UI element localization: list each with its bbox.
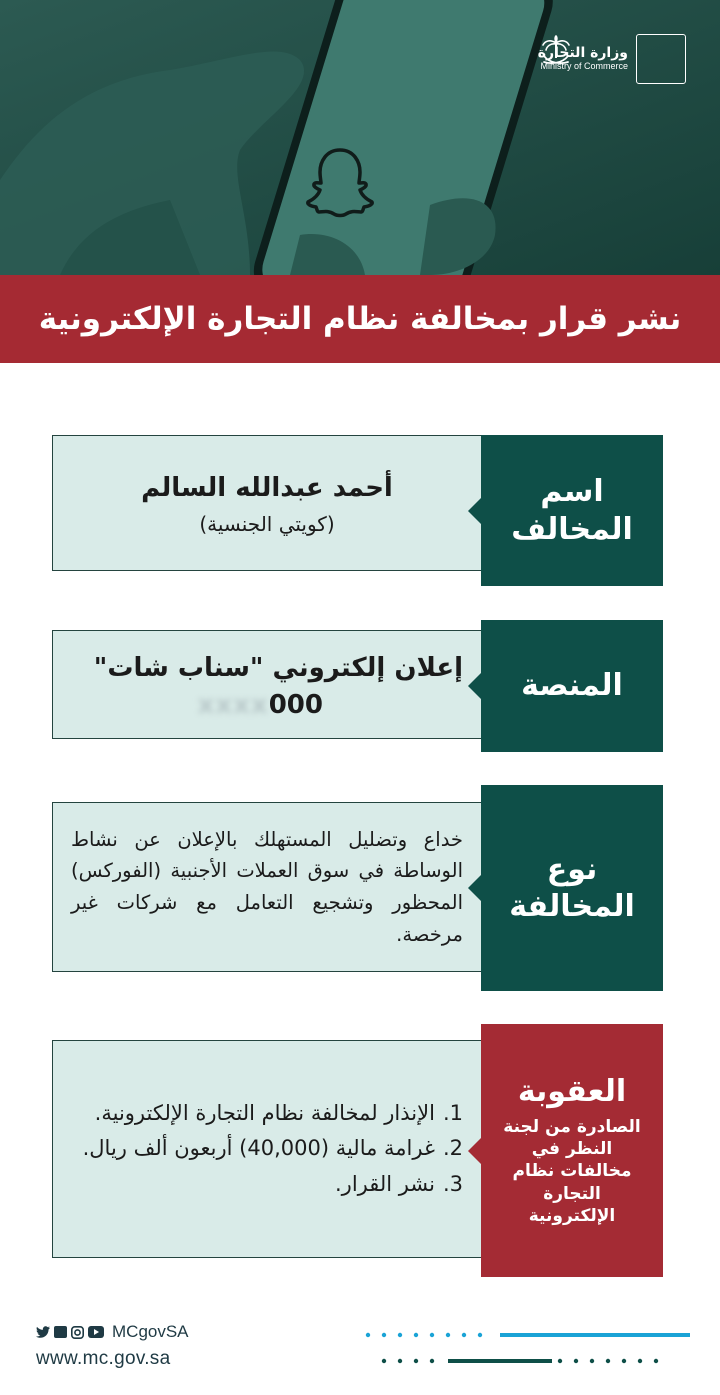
youtube-icon[interactable]: [88, 1326, 104, 1338]
violator-nationality: (كويتي الجنسية): [199, 512, 335, 537]
violation-text: خداع وتضليل المستهلك بالإعلان عن نشاط الوساطة في سوق العملات الأجنبية (الفوركس) المحظور وتشجيع التعامل مع شركات غير مرخصة.: [71, 827, 463, 946]
violator-label-box: [481, 435, 663, 586]
penalty-list: [71, 1096, 463, 1202]
facebook-icon[interactable]: [54, 1326, 67, 1338]
penalty-subtitle: الصادرة من لجنة النظر في مخالفات نظام التجارة الإلكترونية: [503, 1117, 641, 1226]
blurred-digits: xxxx: [197, 690, 269, 720]
logo-english: Ministry of Commerce: [540, 60, 628, 71]
pointer-notch: [468, 498, 481, 524]
violator-row: [52, 435, 663, 586]
platform-row: [52, 620, 663, 752]
platform-number: [71, 690, 463, 720]
decorative-dots: [360, 1330, 690, 1370]
ministry-logo: [538, 34, 686, 84]
social-handle: MCgovSA: [112, 1322, 189, 1341]
page-title: نشر قرار بمخالفة نظام التجارة الإلكترونية: [38, 301, 682, 337]
penalty-title: العقوبة: [517, 1074, 627, 1110]
violator-name: أحمد عبدالله السالم: [141, 472, 393, 503]
visible-digits: 000: [268, 690, 323, 720]
violation-label: نوع المخالفة: [509, 851, 635, 924]
pointer-notch: [468, 1138, 481, 1164]
pointer-notch: [468, 673, 481, 699]
violation-type-row: [52, 785, 663, 991]
penalty-item: 1. الإنذار لمخالفة نظام التجارة الإلكترونية.: [94, 1101, 463, 1126]
penalty-item: 3. نشر القرار.: [335, 1171, 463, 1196]
penalty-item: 2. غرامة مالية (40,000) أربعون ألف ريال.: [82, 1136, 463, 1161]
penalty-content: [52, 1040, 482, 1258]
platform-value: إعلان إلكتروني "سناب شات": [93, 653, 463, 683]
pointer-notch: [468, 875, 481, 901]
violator-content: [52, 435, 482, 571]
platform-content: [52, 630, 482, 739]
hero-image: [0, 0, 720, 275]
title-banner: [0, 275, 720, 363]
palm-swords-emblem-icon: [636, 34, 686, 84]
instagram-icon[interactable]: [71, 1326, 84, 1339]
logo-arabic: وزارة التجارة: [537, 45, 628, 62]
twitter-icon[interactable]: [36, 1326, 50, 1338]
footer: [36, 1322, 189, 1370]
penalty-label-box: [481, 1024, 663, 1277]
violation-content: [52, 802, 482, 972]
violator-label: اسم المخالف: [511, 474, 633, 547]
violation-label-box: [481, 785, 663, 991]
social-links: [36, 1322, 189, 1342]
website-link[interactable]: www.mc.gov.sa: [36, 1348, 171, 1369]
platform-label: المنصة: [521, 668, 623, 704]
penalty-row: [52, 1024, 663, 1277]
platform-label-box: [481, 620, 663, 752]
